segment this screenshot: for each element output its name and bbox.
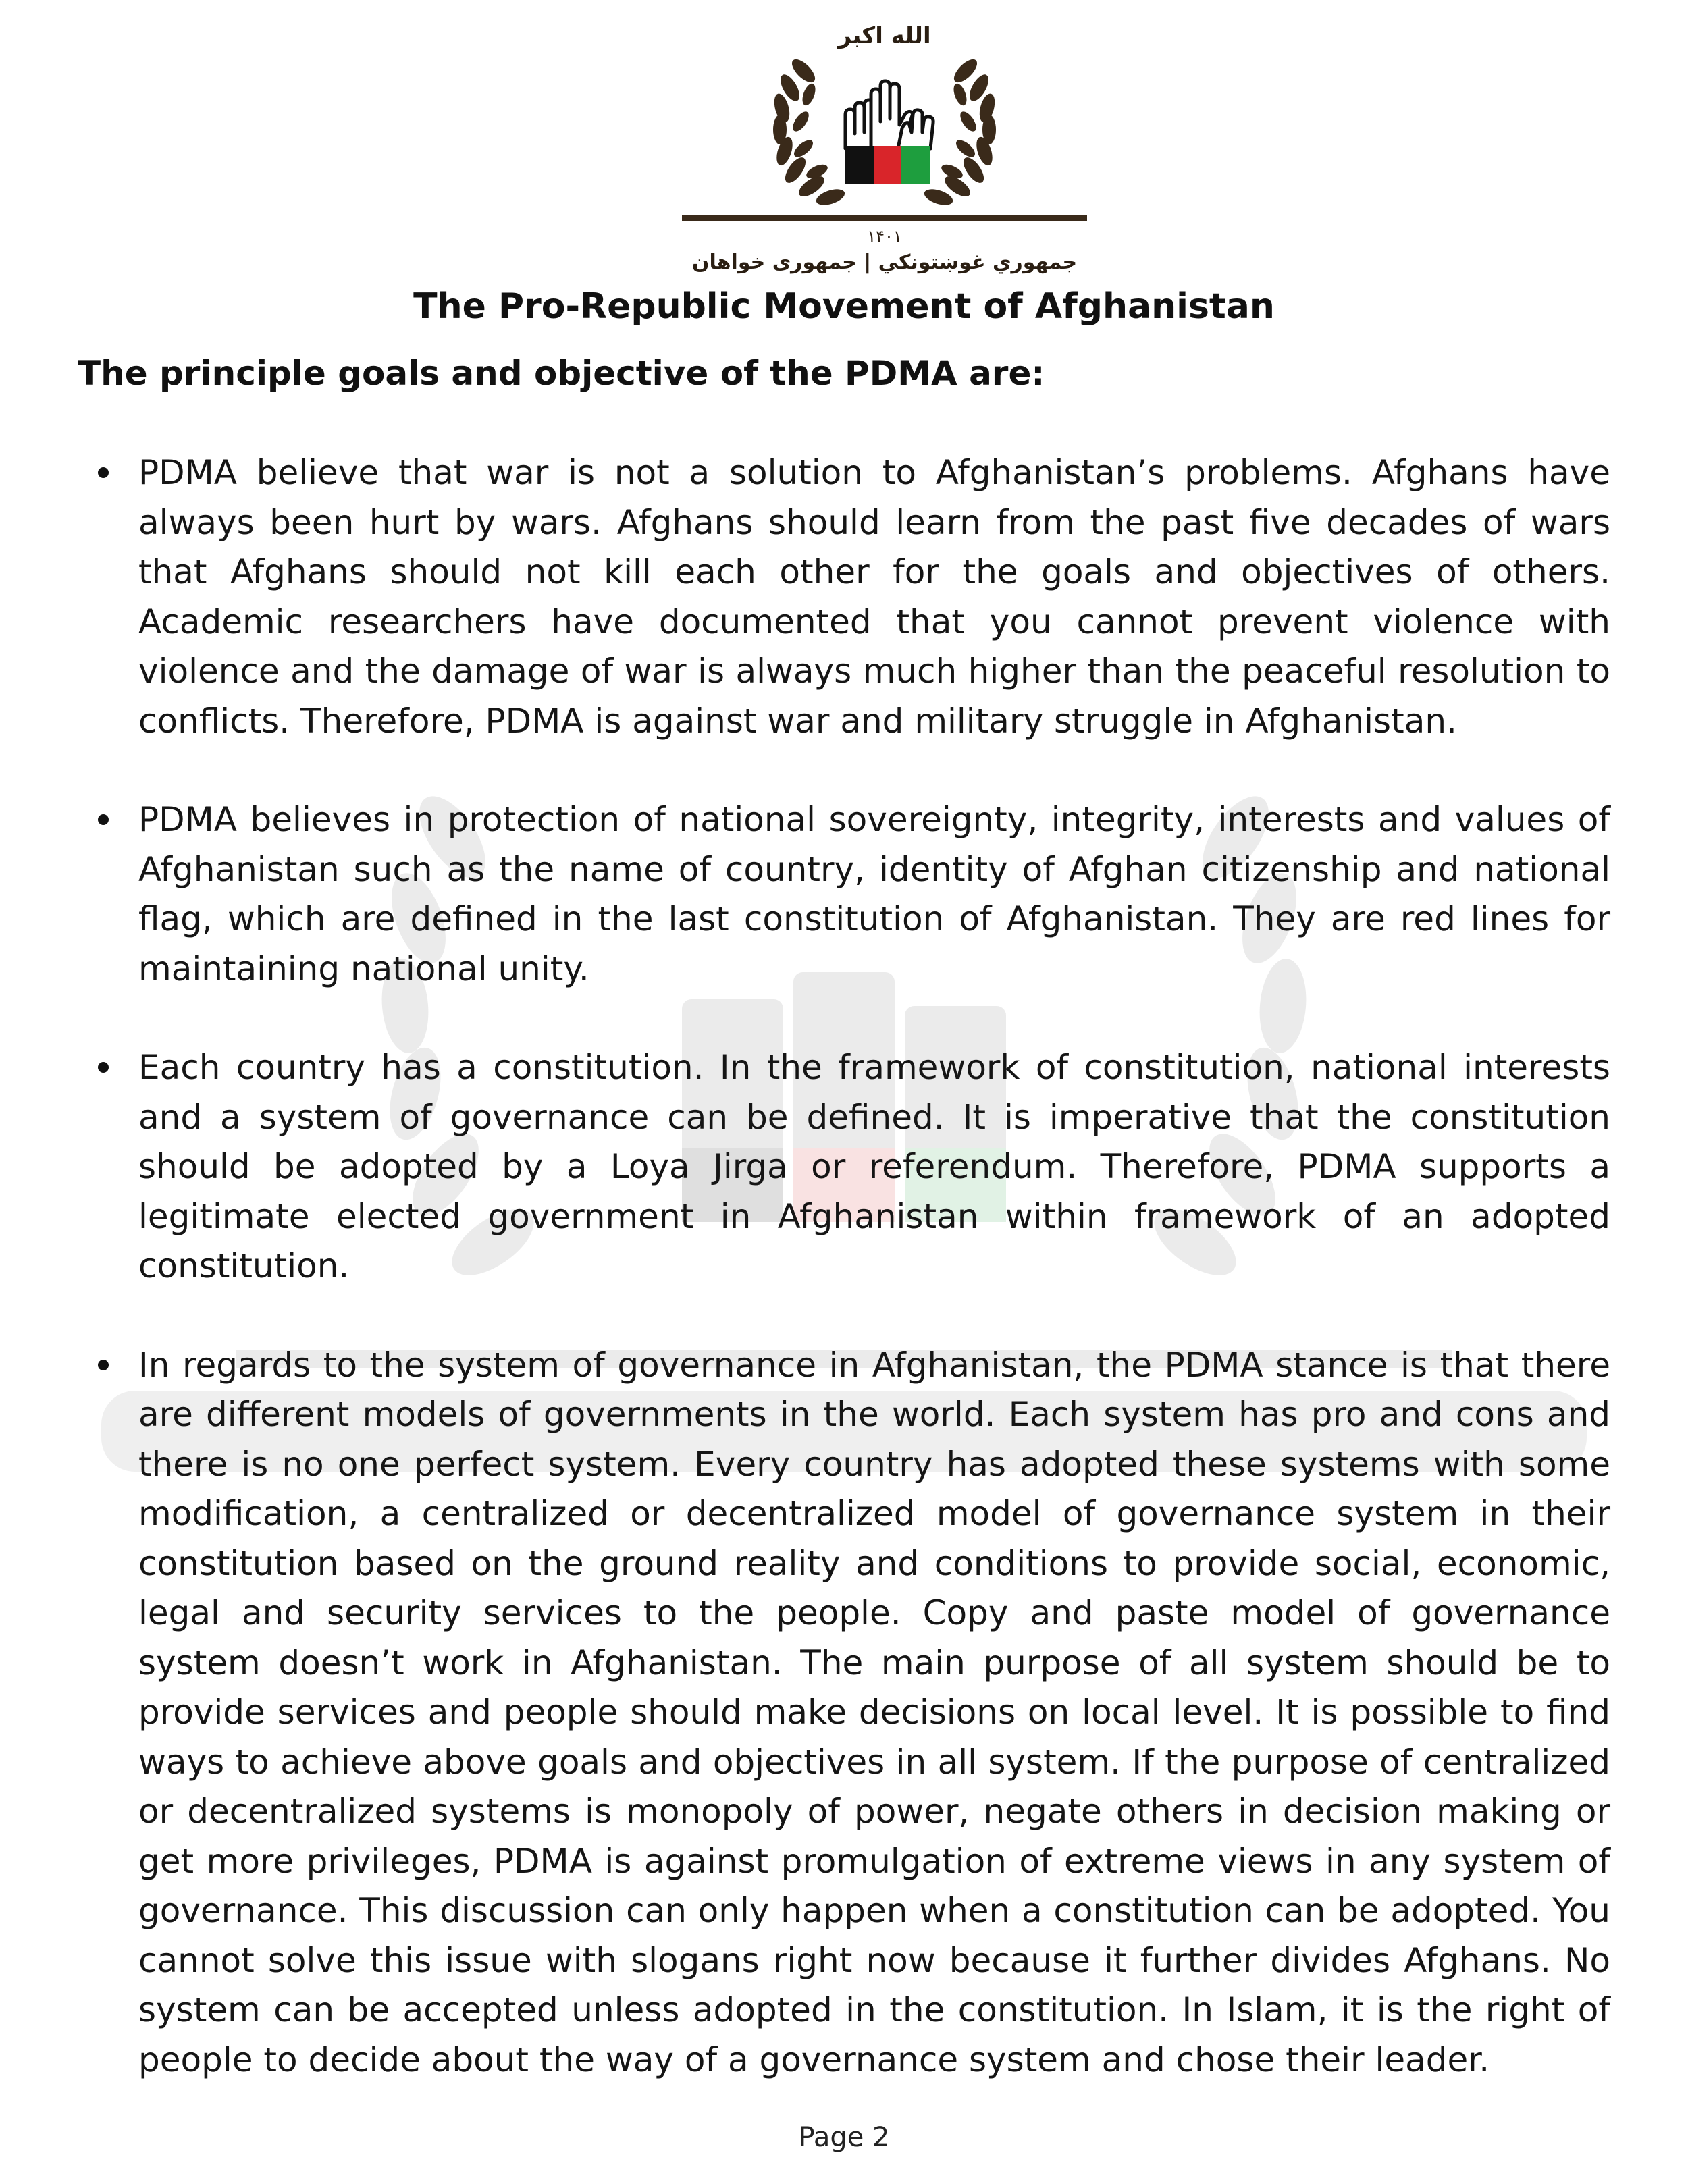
goals-list [78, 448, 1610, 2134]
section-heading: The principle goals and objective of the PDMA are: [78, 354, 1045, 393]
pdma-logo-icon [668, 14, 1101, 277]
list-item: PDMA believes in protection of national sovereignty, integrity, interests and values of Afghanistan such as the name of country, identity of Afghan citizenship and national flag, which are defined in the last constitution of Afghanistan. They are red lines for maintaining national unity. [78, 795, 1610, 994]
page-title: The Pro-Republic Movement of Afghanistan [413, 286, 1275, 327]
list-item: In regards to the system of governance in Afghanistan, the PDMA stance is that there are different models of governments in the world. Each system has pro and cons and there is no one perfect system. Every country has adopted these systems with some modification, a centralized or decentralized model of governance system in their constitution based on the ground reality and conditions to provide social, economic, legal and security services to the people. Copy and paste model of governance system doesn’t work in Afghanistan. The main purpose of all system should be to provide services and people should make decisions on local level. It is possible to find ways to achieve above goals and objectives in all system. If the purpose of centralized or decentralized systems is monopoly of power, negate others in decision making or get more privileges, PDMA is against promulgation of extreme views in any system of governance. This discussion can only happen when a constitution can be adopted. You cannot solve this issue with slogans right now because it further divides Afghans. No system can be accepted unless adopted in the constitution. In Islam, it is the right of people to decide about the way of a governance system and chose their leader. [78, 1341, 1610, 2085]
svg-text:۱۴۰۱: ۱۴۰۱ [867, 227, 902, 246]
svg-text:جمهوري غوښتونکي | جمهوری خواها: جمهوري غوښتونکي | جمهوری خواهان [691, 250, 1078, 274]
list-item: Each country has a constitution. In the framework of constitution, national interests and a system of governance can be defined. It is imperative that the constitution should be adopted by a Loya Jirga or referendum. Therefore, PDMA supports a legitimate elected government in Afghanistan within framework of an adopted constitution. [78, 1043, 1610, 1291]
svg-text:الله اکبر: الله اکبر [838, 22, 931, 49]
list-item: PDMA believe that war is not a solution to Afghanistan’s problems. Afghans have always been hurt by wars. Afghans should learn from the past five decades of wars that Afghans should not kill each other for the goals and objectives of others. Academic researchers have documented that you cannot prevent violence with violence and the damage of war is always much higher than the peaceful resolution to conflicts. Therefore, PDMA is against war and military struggle in Afghanistan. [78, 448, 1610, 746]
page-number: Page 2 [798, 2122, 890, 2153]
